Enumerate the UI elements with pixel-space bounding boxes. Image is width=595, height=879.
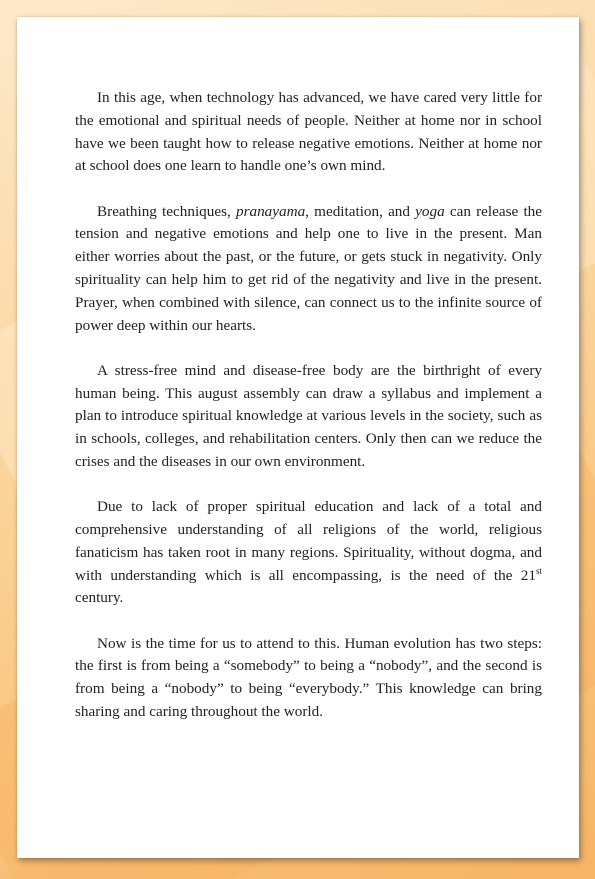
book-page [17, 17, 579, 858]
paragraph-text: century. [75, 589, 124, 607]
body-text [75, 87, 542, 746]
paragraph-1 [75, 87, 542, 178]
paragraph-text: Breathing techniques, [97, 202, 236, 220]
paragraph-text: A stress-free mind and disease-free body are the birthright of every human being. This august assembly can draw a syllabus and implement a plan to introduce spiritual knowledge at various levels in the society, such as in schools, colleges, and rehabilitation centers. Only then can we reduce the crises and the diseases in our own environment. [75, 361, 542, 470]
paragraph-4 [75, 496, 542, 610]
italic-term: pranayama [235, 202, 306, 220]
paragraph-text: Now is the time for us to attend to this. Human evolution has two steps: the first is from being a “somebody” to being a “nobody”, and the second is from being a “nobody” to being “everybody.” This knowledge can bring sharing and caring throughout the world. [75, 634, 542, 720]
paragraph-3 [75, 360, 542, 474]
italic-term: yoga [415, 202, 445, 220]
paragraph-5 [75, 633, 542, 724]
paragraph-text: can release the tension and negative emotions and help one to live in the present. Man either worries about the past, or the future, or gets stuck in negativity. Only spirituality can help him to get rid of the negativity and live in the present. Prayer, when combined with silence, can connect us to the infinite source of power deep within our hearts. [75, 202, 542, 334]
ordinal-suffix: st [535, 565, 542, 576]
paragraph-2 [75, 201, 542, 338]
paragraph-text: , meditation, and [305, 202, 416, 220]
paragraph-text: Due to lack of proper spiritual education and lack of a total and comprehensive understanding of all religions of the world, religious fanaticism has taken root in many regions. Spirituality, without dogma, and with understanding which is all encompassing, is the need of the 21 [75, 498, 542, 584]
paragraph-text: In this age, when technology has advanced, we have cared very little for the emotional and spiritual needs of people. Neither at home nor in school have we been taught how to release negative emotions. Neither at home nor at school does one learn to handle one’s own mind. [75, 89, 542, 175]
